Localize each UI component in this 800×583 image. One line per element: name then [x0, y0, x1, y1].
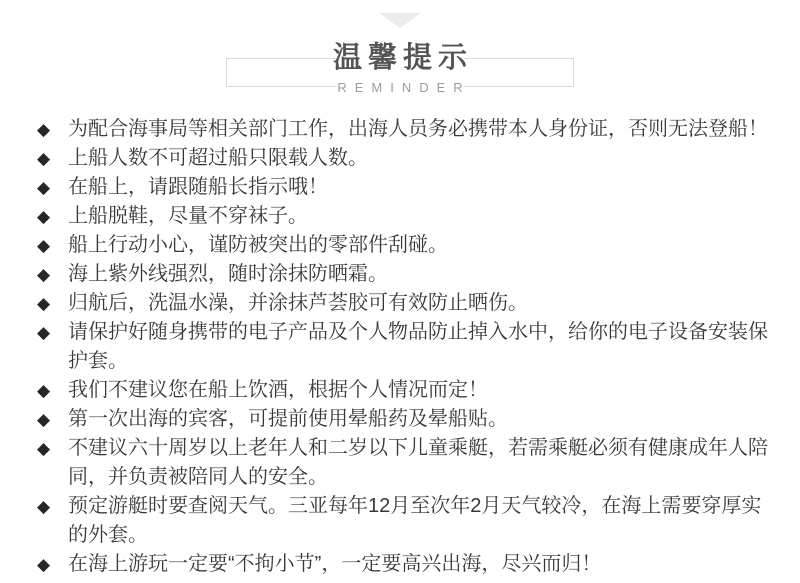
tip-text: 不建议六十周岁以上老年人和二岁以下儿童乘艇，若需乘艇必须有健康成年人陪同，并负责被陪同人的安全。	[68, 437, 768, 488]
diamond-bullet-icon: ◆	[37, 236, 51, 255]
diamond-bullet-icon: ◆	[37, 265, 51, 284]
diamond-bullet-icon: ◆	[37, 381, 51, 400]
list-item	[37, 405, 768, 434]
tip-text: 请保护好随身携带的电子产品及个人物品防止掉入水中，给你的电子设备安装保护套。	[68, 321, 768, 372]
list-item	[37, 434, 768, 492]
list-item	[37, 144, 768, 173]
tip-text: 我们不建议您在船上饮酒，根据个人情况而定！	[68, 379, 488, 401]
list-item	[37, 376, 768, 405]
tip-text: 归航后，洗温水澡，并涂抹芦荟胶可有效防止晒伤。	[68, 292, 528, 314]
tip-text: 海上紫外线强烈，随时涂抹防晒霜。	[68, 263, 388, 285]
diamond-bullet-icon: ◆	[37, 410, 51, 429]
diamond-bullet-icon: ◆	[37, 497, 51, 516]
tip-text: 在海上游玩一定要“不拘小节”，一定要高兴出海，尽兴而归！	[68, 553, 602, 575]
page-title: 温馨提示	[332, 42, 473, 74]
tip-text: 预定游艇时要查阅天气。三亚每年12月至次年2月天气较冷，在海上需要穿厚实的外套。	[68, 495, 762, 546]
tip-text: 为配合海事局等相关部门工作，出海人员务必携带本人身份证，否则无法登船！	[68, 118, 768, 140]
diamond-bullet-icon: ◆	[37, 149, 51, 168]
diamond-bullet-icon: ◆	[37, 178, 51, 197]
diamond-bullet-icon: ◆	[37, 439, 51, 458]
list-item	[37, 231, 768, 260]
page-subtitle: REMINDER	[337, 80, 471, 95]
tip-text: 第一次出海的宾客，可提前使用晕船药及晕船贴。	[68, 408, 508, 430]
diamond-bullet-icon: ◆	[37, 555, 51, 574]
tip-text: 上船脱鞋，尽量不穿袜子。	[68, 205, 308, 227]
list-item	[37, 115, 768, 144]
list-item	[37, 289, 768, 318]
diamond-bullet-icon: ◆	[37, 294, 51, 313]
list-item	[37, 202, 768, 231]
tip-text: 在船上，请跟随船长指示哦！	[68, 176, 328, 198]
tip-text: 船上行动小心，谨防被突出的零部件刮碰。	[68, 234, 448, 256]
diamond-bullet-icon: ◆	[37, 120, 51, 139]
diamond-bullet-icon: ◆	[37, 207, 51, 226]
tips-list	[0, 113, 800, 579]
list-item	[37, 260, 768, 289]
tip-text: 上船人数不可超过船只限载人数。	[68, 147, 368, 169]
triangle-down-icon	[379, 13, 421, 28]
reminder-header	[0, 0, 800, 113]
diamond-bullet-icon: ◆	[37, 323, 51, 342]
list-item	[37, 318, 768, 376]
list-item	[37, 550, 768, 579]
list-item	[37, 173, 768, 202]
list-item	[37, 492, 768, 550]
